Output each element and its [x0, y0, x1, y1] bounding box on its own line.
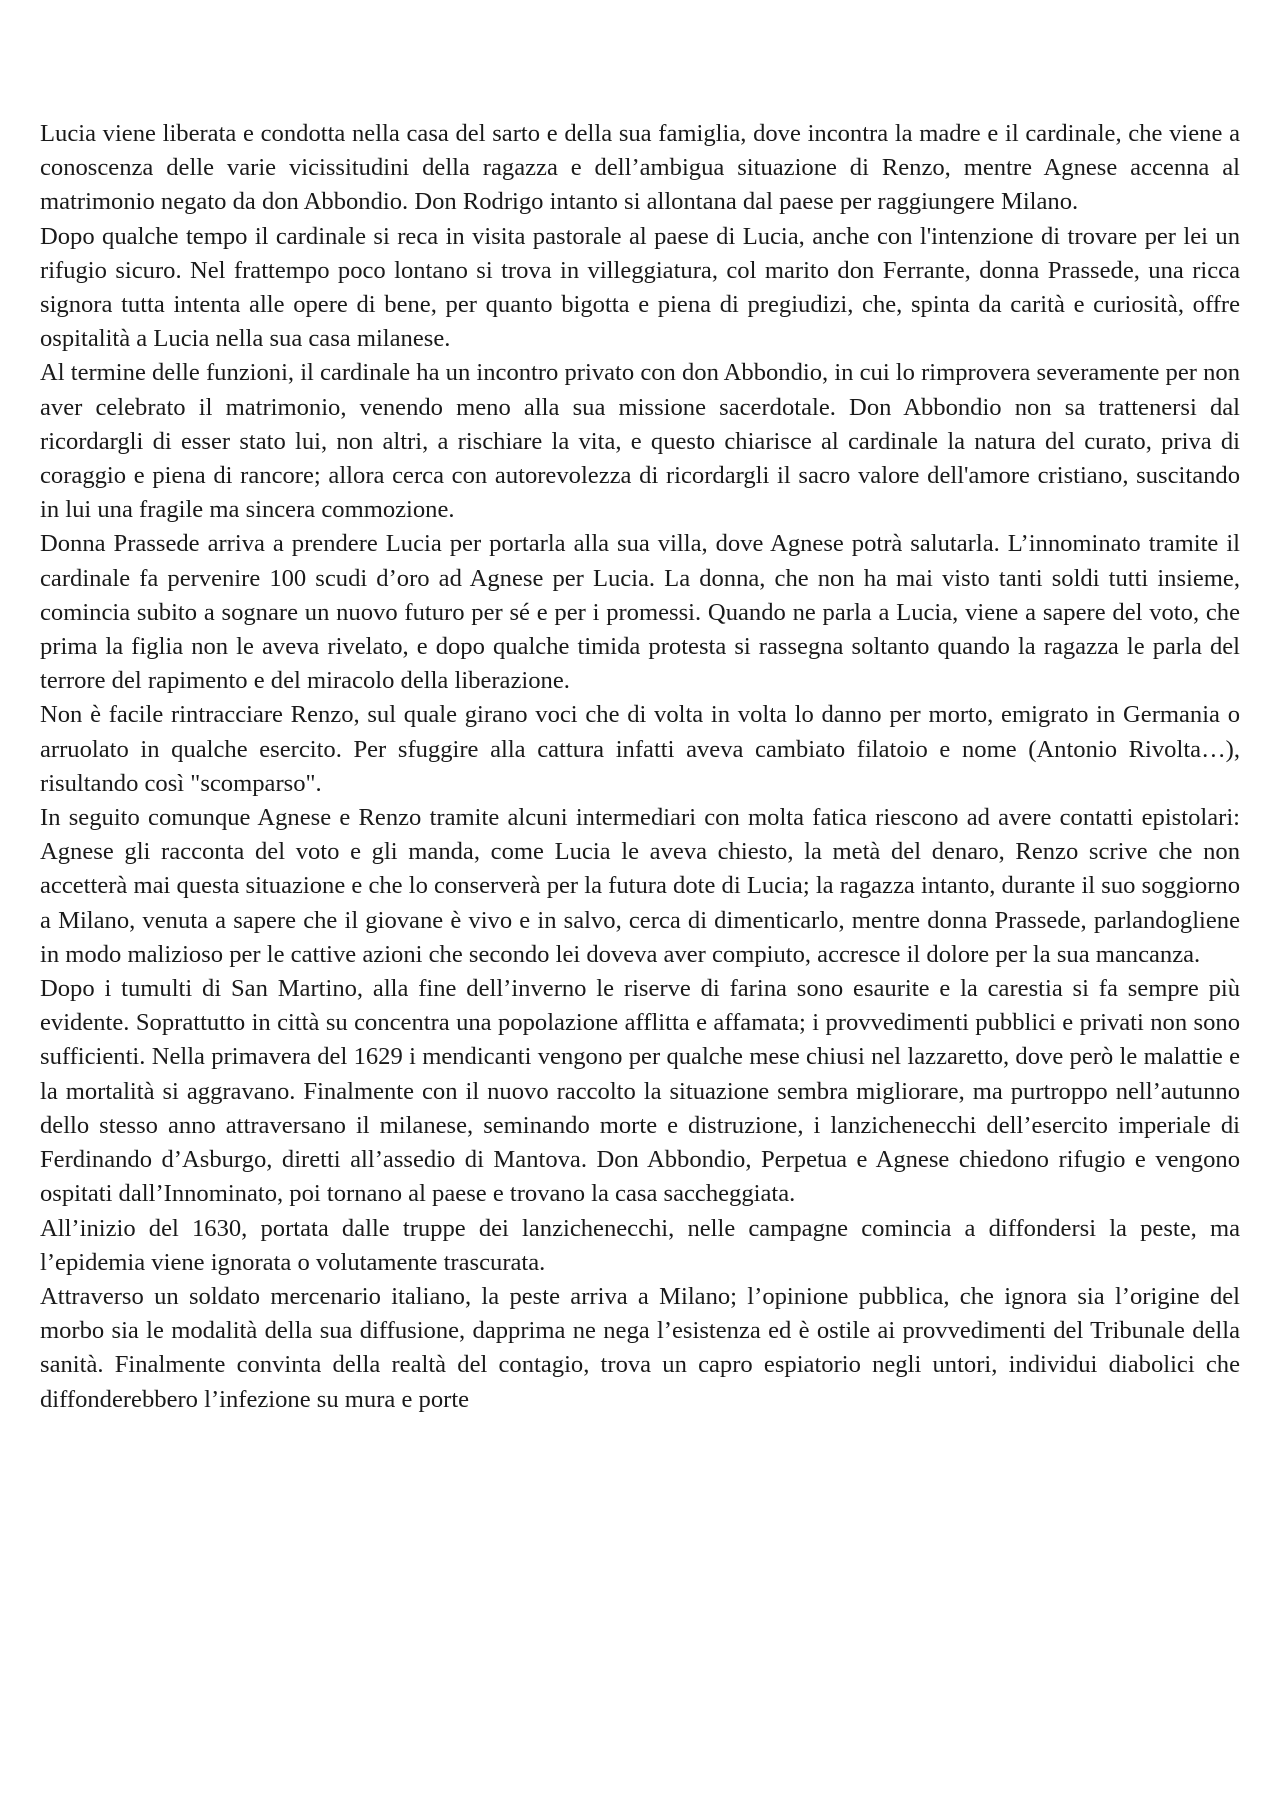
- paragraph-contatti-epistolari: In seguito comunque Agnese e Renzo tramite alcuni intermediari con molta fatica riescono ad avere contatti epistolari: Agnese gli racconta del voto e gli manda, come Lucia le aveva chiesto, la metà del denaro, Renzo scrive che non accetterà mai questa situazione e che lo conserverà per la futura dote di Lucia; la ragazza intanto, durante il suo soggiorno a Milano, venuta a sapere che il giovane è vivo e in salvo, cerca di dimenticarlo, mentre donna Prassede, parlandogliene in modo malizioso per le cattive azioni che secondo lei doveva aver compiuto, accresce il dolore per la sua mancanza.: [40, 804, 1240, 968]
- paragraph-visita-pastorale: Dopo qualche tempo il cardinale si reca in visita pastorale al paese di Lucia, anche con l'intenzione di trovare per lei un rifugio sicuro. Nel frattempo poco lontano si trova in villeggiatura, col marito don Ferrante, donna Prassede, una ricca signora tutta intenta alle opere di bene, per quanto bigotta e piena di pregiudizi, che, spinta da carità e curiosità, offre ospitalità a Lucia nella sua casa milanese.: [40, 222, 1240, 353]
- document-page: [40, 117, 1240, 1417]
- paragraph-peste-milano: Attraverso un soldato mercenario italiano, la peste arriva a Milano; l’opinione pubblica, che ignora sia l’origine del morbo sia le modalità della sua diffusione, dapprima ne nega l’esistenza ed è ostile ai provvedimenti del Tribunale della sanità. Finalmente convinta della realtà del contagio, trova un capro espiatorio negli untori, individui diabolici che diffonderebbero l’infezione su mura e porte: [40, 1282, 1240, 1413]
- paragraph-donna-prassede: Donna Prassede arriva a prendere Lucia per portarla alla sua villa, dove Agnese potrà salutarla. L’innominato tramite il cardinale fa pervenire 100 scudi d’oro ad Agnese per Lucia. La donna, che non ha mai visto tanti soldi tutti insieme, comincia subito a sognare un nuovo futuro per sé e per i promessi. Quando ne parla a Lucia, viene a sapere del voto, che prima la figlia non le aveva rivelato, e dopo qualche timida protesta si rassegna soltanto quando la ragazza le parla del terrore del rapimento e del miracolo della liberazione.: [40, 530, 1240, 695]
- paragraph-renzo-scomparso: Non è facile rintracciare Renzo, sul quale girano voci che di volta in volta lo danno per morto, emigrato in Germania o arruolato in qualche esercito. Per sfuggire alla cattura infatti aveva cambiato filatoio e nome (Antonio Rivolta…), risultando così "scomparso".: [40, 701, 1240, 797]
- paragraph-carestia: Dopo i tumulti di San Martino, alla fine dell’inverno le riserve di farina sono esaurite e la carestia si fa sempre più evidente. Soprattutto in città su concentra una popolazione afflitta e affamata; i provvedimenti pubblici e privati non sono sufficienti. Nella primavera del 1629 i mendicanti vengono per qualche mese chiusi nel lazzaretto, dove però le malattie e la mortalità si aggravano. Finalmente con il nuovo raccolto la situazione sembra migliorare, ma purtroppo nell’autunno dello stesso anno attraversano il milanese, seminando morte e distruzione, i lanzichenecchi dell’esercito imperiale di Ferdinando d’Asburgo, diretti all’assedio di Mantova. Don Abbondio, Perpetua e Agnese chiedono rifugio e vengono ospitati dall’Innominato, poi tornano al paese e trovano la casa saccheggiata.: [40, 975, 1240, 1208]
- paragraph-incontro-don-abbondio: Al termine delle funzioni, il cardinale ha un incontro privato con don Abbondio, in cui lo rimprovera severamente per non aver celebrato il matrimonio, venendo meno alla sua missione sacerdotale. Don Abbondio non sa trattenersi dal ricordargli di esser stato lui, non altri, a rischiare la vita, e questo chiarisce al cardinale la natura del curato, priva di coraggio e piena di rancore; allora cerca con autorevolezza di ricordargli il sacro valore dell'amore cristiano, suscitando in lui una fragile ma sincera commozione.: [40, 359, 1240, 524]
- paragraph-lucia-liberata: Lucia viene liberata e condotta nella casa del sarto e della sua famiglia, dove incontra la madre e il cardinale, che viene a conoscenza delle varie vicissitudini della ragazza e dell’ambigua situazione di Renzo, mentre Agnese accenna al matrimonio negato da don Abbondio. Don Rodrigo intanto si allontana dal paese per raggiungere Milano.: [40, 120, 1240, 216]
- paragraph-peste-1630: All’inizio del 1630, portata dalle truppe dei lanzichenecchi, nelle campagne comincia a diffondersi la peste, ma l’epidemia viene ignorata o volutamente trascurata.: [40, 1214, 1240, 1276]
